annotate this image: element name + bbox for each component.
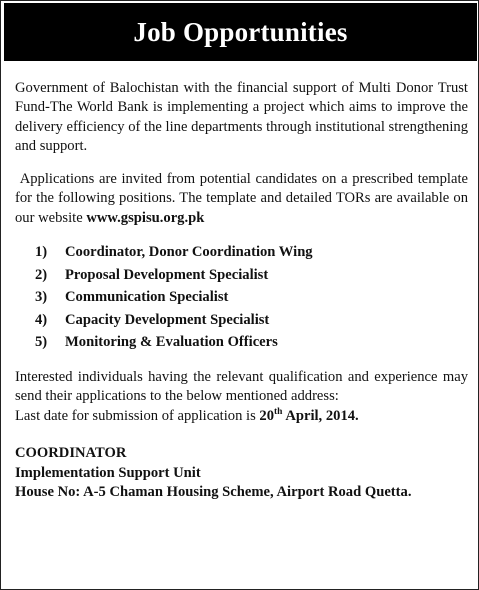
list-item-number: 2) (35, 266, 48, 283)
applications-text: Applications are invited from potential candidates on a prescribed template for the following positions. The template and detailed TORs are available on our website (15, 171, 468, 226)
list-item (35, 241, 468, 264)
contact-block (15, 444, 468, 503)
last-date-suffix: th (274, 406, 283, 417)
ad-body (15, 79, 468, 503)
positions-list (15, 241, 468, 354)
intro-paragraph: Government of Balochistan with the financial support of Multi Donor Trust Fund-The World Bank is implementing a project which aims to improve the delivery efficiency of the line departments through institutional strengthening and support. (15, 80, 468, 154)
last-date-value (259, 408, 358, 424)
list-item (35, 309, 468, 332)
position-title: Capacity Development Specialist (65, 311, 270, 328)
contact-title: COORDINATOR (15, 444, 127, 461)
position-title: Monitoring & Evaluation Officers (65, 334, 278, 351)
position-title: Communication Specialist (65, 289, 229, 306)
last-date-prefix: Last date for submission of application is (15, 407, 256, 424)
interested-paragraph: Interested individuals having the relevant qualification and experience may send their applications to the below mentioned address: (15, 369, 468, 405)
contact-address: House No: A-5 Chaman Housing Scheme, Airport Road Quetta. (15, 484, 412, 501)
list-item (35, 286, 468, 309)
header-banner (4, 3, 477, 61)
list-item (35, 264, 468, 287)
applications-paragraph (15, 170, 468, 228)
last-date-rest: April, 2014. (285, 407, 359, 424)
position-title: Coordinator, Donor Coordination Wing (65, 244, 313, 261)
list-item-number: 4) (35, 311, 48, 328)
contact-unit: Implementation Support Unit (15, 464, 201, 481)
position-title: Proposal Development Specialist (65, 266, 269, 283)
list-item (35, 331, 468, 354)
last-date-line (15, 407, 468, 426)
list-item-number: 5) (35, 334, 48, 351)
website-link[interactable]: www.gspisu.org.pk (86, 209, 205, 226)
list-item-number: 1) (35, 244, 48, 261)
last-date-day: 20 (259, 407, 275, 424)
page-title: Job Opportunities (133, 16, 348, 47)
list-item-number: 3) (35, 289, 48, 306)
